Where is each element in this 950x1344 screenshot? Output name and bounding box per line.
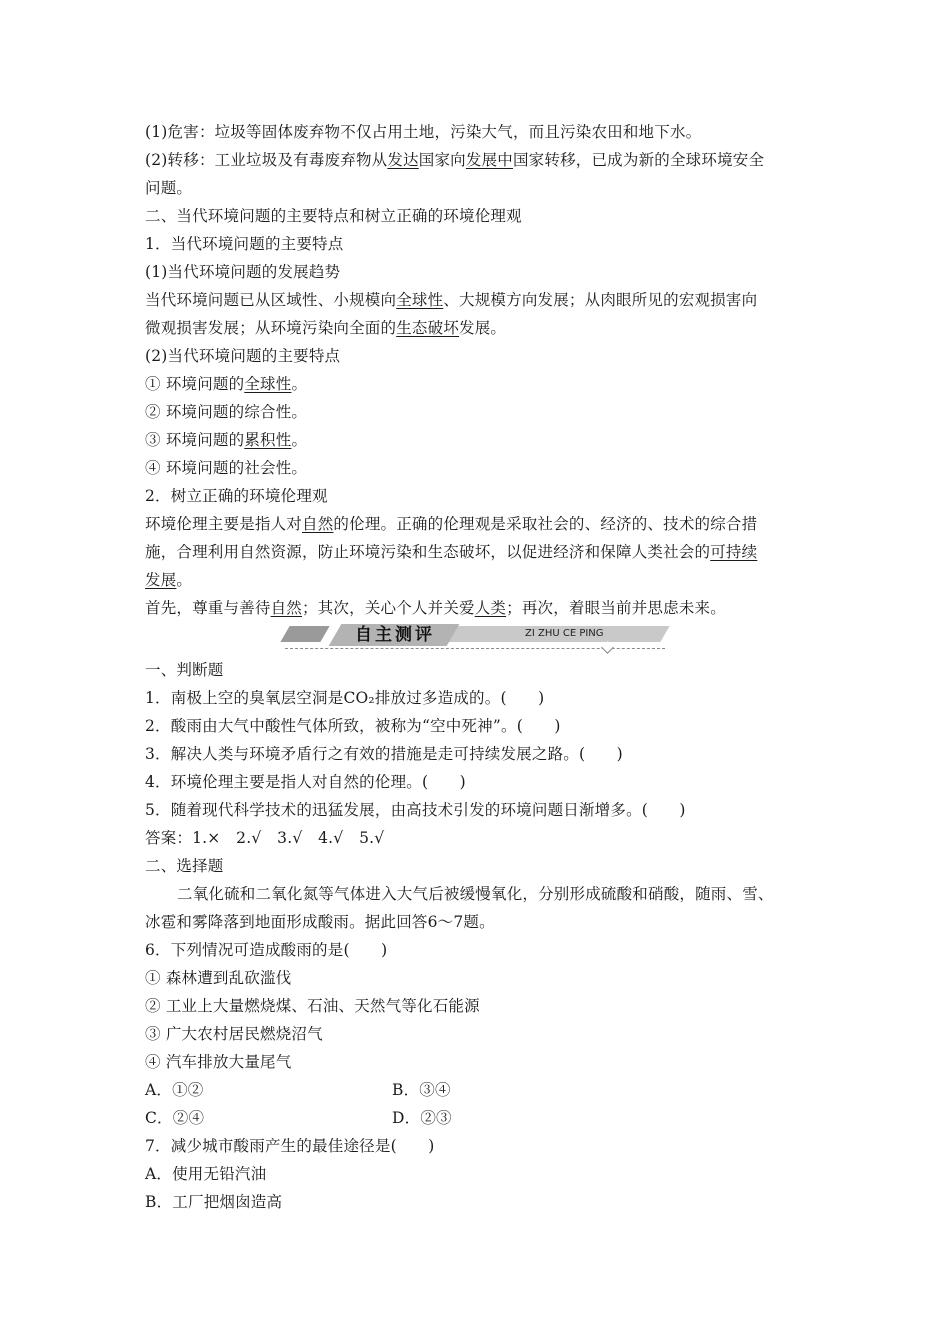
underlined-term: 全球性 — [396, 291, 444, 309]
ethics-paragraph-cont: 发展。 — [145, 571, 193, 589]
choice-c: C．②④ — [145, 1109, 205, 1127]
subheading-1: 1．当代环境问题的主要特点 — [145, 235, 344, 253]
banner-title: 自主测评 — [355, 625, 435, 645]
choice-d: D．②③ — [392, 1109, 452, 1127]
question-item: 1．南极上空的臭氧层空洞是CO₂排放过多造成的。( ) — [145, 689, 545, 707]
self-assessment-banner — [285, 624, 665, 654]
underlined-term: 自然 — [270, 599, 303, 617]
subheading-trend: (1)当代环境问题的发展趋势 — [145, 263, 341, 281]
question-stem-cont: 冰雹和雾降落到地面形成酸雨。据此回答6～7题。 — [145, 913, 495, 931]
option-item: ④ 汽车排放大量尾气 — [145, 1053, 292, 1071]
option-item: ② 工业上大量燃烧煤、石油、天然气等化石能源 — [145, 997, 480, 1015]
section-heading-2: 二、当代环境问题的主要特点和树立正确的环境伦理观 — [145, 207, 522, 225]
choice-b: B．工厂把烟囱造高 — [145, 1193, 283, 1211]
feature-item: ④ 环境问题的社会性。 — [145, 459, 308, 477]
choice-a: A．使用无铅汽油 — [145, 1165, 267, 1183]
underlined-term: 自然 — [302, 515, 334, 533]
question-6: 6．下列情况可造成酸雨的是( ) — [145, 941, 388, 959]
question-item: 4．环境伦理主要是指人对自然的伦理。( ) — [145, 773, 466, 791]
feature-item: ② 环境问题的综合性。 — [145, 403, 308, 421]
question-stem: 二氧化硫和二氧化氮等气体进入大气后被缓慢氧化，分别形成硫酸和硝酸，随雨、雪、 — [177, 885, 774, 903]
trend-paragraph-cont: 微观损害发展；从环境污染向全面的生态破坏发展。 — [145, 319, 507, 337]
underlined-term: 可持续 — [710, 543, 758, 561]
choice-b: B．③④ — [392, 1081, 451, 1099]
underlined-term: 生态破坏 — [396, 319, 460, 337]
banner-decor-bar — [280, 626, 329, 642]
feature-item: ③ 环境问题的累积性。 — [145, 431, 308, 449]
transfer-paragraph: (2)转移：工业垃圾及有毒废弃物从发达国家向发展中国家转移，已成为新的全球环境安全 — [145, 151, 765, 169]
underlined-term: 人类 — [474, 599, 507, 617]
ethics-paragraph-cont: 施，合理利用自然资源，防止环境污染和生态破坏，以促进经济和保障人类社会的可持续 — [145, 543, 758, 561]
option-item: ③ 广大农村居民燃烧沼气 — [145, 1025, 323, 1043]
banner-subtitle: ZI ZHU CE PING — [525, 628, 604, 639]
underlined-term: 发展中 — [465, 151, 513, 169]
section-multiple-choice: 二、选择题 — [145, 857, 224, 875]
ethics-paragraph: 环境伦理主要是指人对自然的伦理。正确的伦理观是采取社会的、经济的、技术的综合措 — [145, 515, 758, 533]
underlined-term: 发展 — [145, 571, 177, 589]
choice-a: A．①② — [145, 1081, 204, 1099]
section-true-false: 一、判断题 — [145, 661, 224, 679]
underlined-term: 发达 — [387, 151, 419, 169]
transfer-paragraph-cont: 问题。 — [145, 179, 193, 197]
feature-item: ① 环境问题的全球性。 — [145, 375, 308, 393]
question-item: 2．酸雨由大气中酸性气体所致，被称为“空中死神”。( ) — [145, 717, 561, 735]
ethics-summary: 首先，尊重与善待自然；其次，关心个人并关爱人类；再次，着眼当前并思虑未来。 — [145, 599, 726, 617]
option-item: ① 森林遭到乱砍滥伐 — [145, 969, 292, 987]
question-item: 5．随着现代科学技术的迅猛发展，由高技术引发的环境问题日渐增多。( ) — [145, 801, 686, 819]
question-7: 7．减少城市酸雨产生的最佳途径是( ) — [145, 1137, 435, 1155]
underlined-term: 全球性 — [244, 375, 292, 393]
trend-paragraph: 当代环境问题已从区域性、小规模向全球性、大规模方向发展；从肉眼所见的宏观损害向 — [145, 291, 758, 309]
underlined-term: 累积性 — [244, 431, 292, 449]
harm-paragraph: (1)危害：垃圾等固体废弃物不仅占用土地，污染大气，而且污染农田和地下水。 — [145, 123, 702, 141]
chevron-down-icon — [601, 641, 614, 654]
subheading-2: 2．树立正确的环境伦理观 — [145, 487, 328, 505]
question-item: 3．解决人类与环境矛盾行之有效的措施是走可持续发展之路。( ) — [145, 745, 623, 763]
subheading-features: (2)当代环境问题的主要特点 — [145, 347, 341, 365]
answer-key: 答案：1.× 2.√ 3.√ 4.√ 5.√ — [145, 829, 385, 847]
